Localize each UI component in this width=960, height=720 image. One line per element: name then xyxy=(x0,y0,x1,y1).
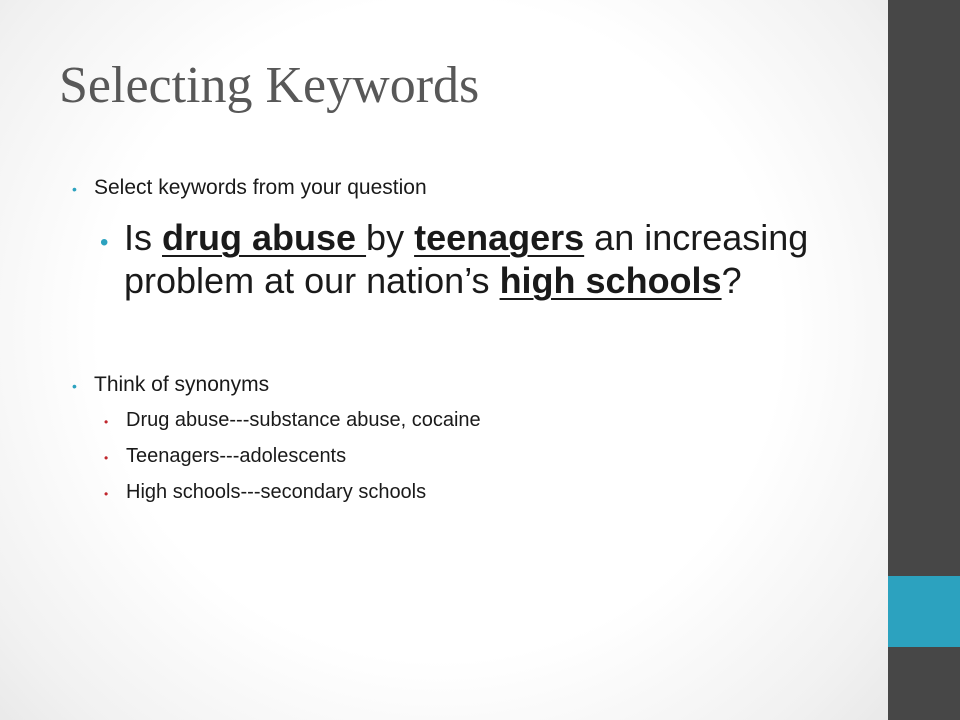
keyword-drug-abuse: drug abuse xyxy=(162,217,367,258)
question-part: by xyxy=(366,217,415,258)
bullet-dot-icon: • xyxy=(72,378,77,394)
question-text xyxy=(124,216,860,302)
sub-bullet-dot-icon: • xyxy=(104,451,109,465)
sub-bullet-teenagers xyxy=(104,445,346,468)
bullet-question xyxy=(100,216,860,302)
sub-bullet-drug-abuse xyxy=(104,409,481,432)
slide-title: Selecting Keywords xyxy=(59,57,480,114)
bullet-text: Think of synonyms xyxy=(94,373,270,396)
question-part: Is xyxy=(124,217,163,258)
sub-bullet-text: Teenagers---adolescents xyxy=(126,445,347,467)
bullet-dot-icon: • xyxy=(100,229,109,256)
keyword-teenagers: teenagers xyxy=(414,217,585,258)
sub-bullet-text: High schools---secondary schools xyxy=(126,481,427,503)
decorative-sidebar xyxy=(888,0,960,720)
sidebar-accent-block xyxy=(888,576,960,647)
sub-bullet-text: Drug abuse---substance abuse, cocaine xyxy=(126,409,481,431)
sub-bullet-high-schools xyxy=(104,481,426,504)
question-part: an increasing problem at our nation’s xyxy=(124,217,809,301)
question-part: ? xyxy=(721,260,742,301)
bullet-select-keywords xyxy=(72,176,427,200)
sub-bullet-dot-icon: • xyxy=(104,487,109,501)
sub-bullet-dot-icon: • xyxy=(104,415,109,429)
bullet-dot-icon: • xyxy=(72,181,77,197)
bullet-synonyms xyxy=(72,373,269,397)
bullet-text: Select keywords from your question xyxy=(94,176,427,199)
keyword-high-schools: high schools xyxy=(499,260,722,301)
